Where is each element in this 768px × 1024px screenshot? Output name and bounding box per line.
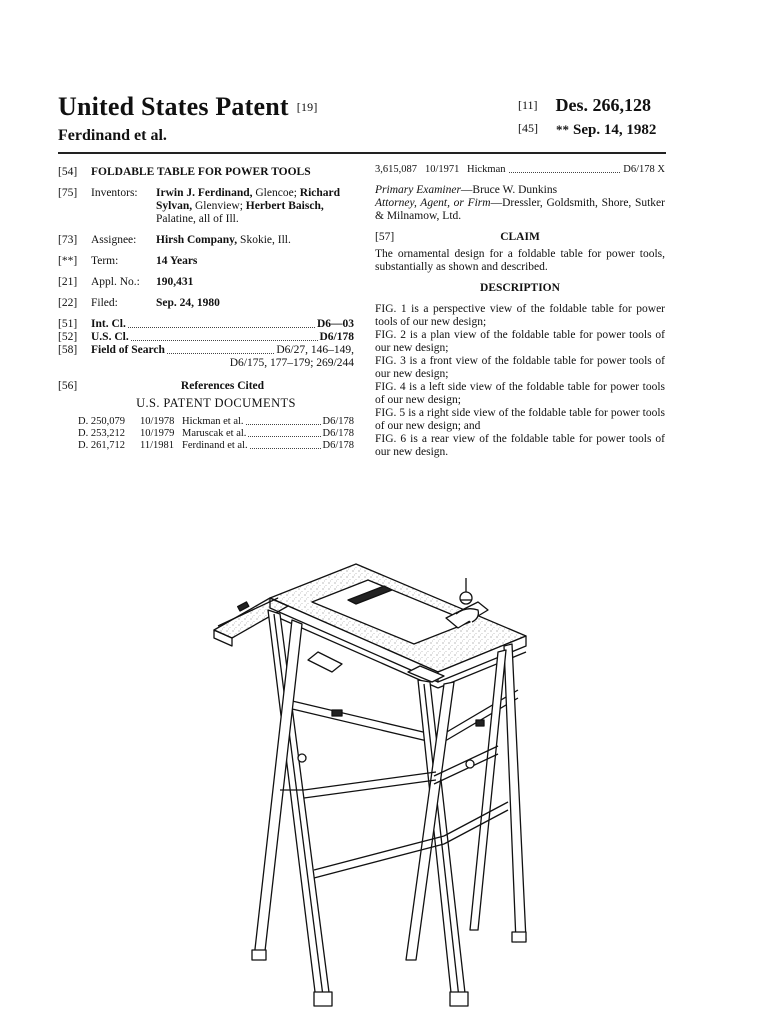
description-item: FIG. 2 is a plan view of the foldable table for power tools of our new design; — [375, 329, 665, 354]
inventors-short: Ferdinand et al. — [58, 127, 167, 144]
examiner-block: Primary Examiner—Bruce W. Dunkins Attorney, Agent, or Firm—Dressler, Goldsmith, Shore, Sutker & Milnamow, Ltd. — [375, 184, 665, 222]
title-code: [19] — [296, 100, 318, 114]
field-filed: [22] Filed: Sep. 24, 1980 — [58, 297, 220, 309]
description-item: FIG. 4 is a left side view of the foldable table for power tools of our new design; — [375, 381, 665, 406]
right-column — [375, 163, 665, 459]
reference-row: D. 253,212 10/1979 Maruscak et al. D6/178 — [78, 428, 354, 439]
description-item: FIG. 5 is a right side view of the foldable table for power tools of our new design; and — [375, 407, 666, 432]
patent-date: [45] ** Sep. 14, 1982 — [518, 121, 657, 138]
claim-text: The ornamental design for a foldable table for power tools, substantially as shown and described. — [375, 248, 665, 273]
table-drawing — [208, 540, 538, 1010]
references-heading: [56] References Cited — [58, 380, 265, 392]
field-title: [54] FOLDABLE TABLE FOR POWER TOOLS — [58, 166, 354, 179]
invention-title: FOLDABLE TABLE FOR POWER TOOLS — [91, 166, 311, 178]
date-code: [45] — [518, 121, 538, 135]
patent-number-code: [11] — [518, 98, 538, 112]
description-item: FIG. 1 is a perspective view of the foldable table for power tools of our new design; — [375, 303, 666, 328]
reference-row: D. 261,712 11/1981 Ferdinand et al. D6/178 — [78, 440, 354, 451]
description-item: FIG. 6 is a rear view of the foldable table for power tools of our new design. — [375, 433, 666, 458]
left-column — [58, 166, 354, 452]
field-appl-no: [21] Appl. No.: 190,431 — [58, 276, 194, 288]
inventors-value: Irwin J. Ferdinand, Glencoe; Richard Sylvan, Glenview; Herbert Baisch, Palatine, all of Ill. — [156, 187, 341, 225]
field-assignee: [73] Assignee: Hirsh Company, Skokie, Ill. — [58, 234, 291, 246]
us-cl: [52] U.S. Cl. D6/178 — [58, 331, 354, 343]
header-rule — [58, 152, 666, 154]
field-term: [**] Term: 14 Years — [58, 255, 198, 267]
field-inventors: [75] Inventors: Irwin J. Ferdinand, Glencoe; Richard Sylvan, Glenview; Herbert Baisch, Palatine, all of Ill. — [58, 187, 354, 226]
patent-title: United States Patent [19] — [58, 92, 318, 121]
reference-row: D. 250,079 10/1978 Hickman et al. D6/178 — [78, 416, 354, 427]
description-item: FIG. 3 is a front view of the foldable table for power tools of our new design; — [375, 355, 666, 380]
int-cl: [51] Int. Cl. D6—03 — [58, 318, 354, 330]
description-heading: DESCRIPTION — [480, 282, 560, 294]
reference-row: 3,615,087 10/1971 Hickman D6/178 X — [375, 164, 665, 175]
field-of-search: [58] Field of Search D6/27, 146–149, — [58, 344, 354, 356]
field-of-search-cont: D6/175, 177–179; 269/244 — [229, 357, 354, 369]
us-patent-documents-heading: U.S. PATENT DOCUMENTS — [136, 396, 296, 410]
claim-heading: [57] CLAIM — [375, 231, 540, 243]
patent-number: [11] Des. 266,128 — [518, 95, 652, 115]
